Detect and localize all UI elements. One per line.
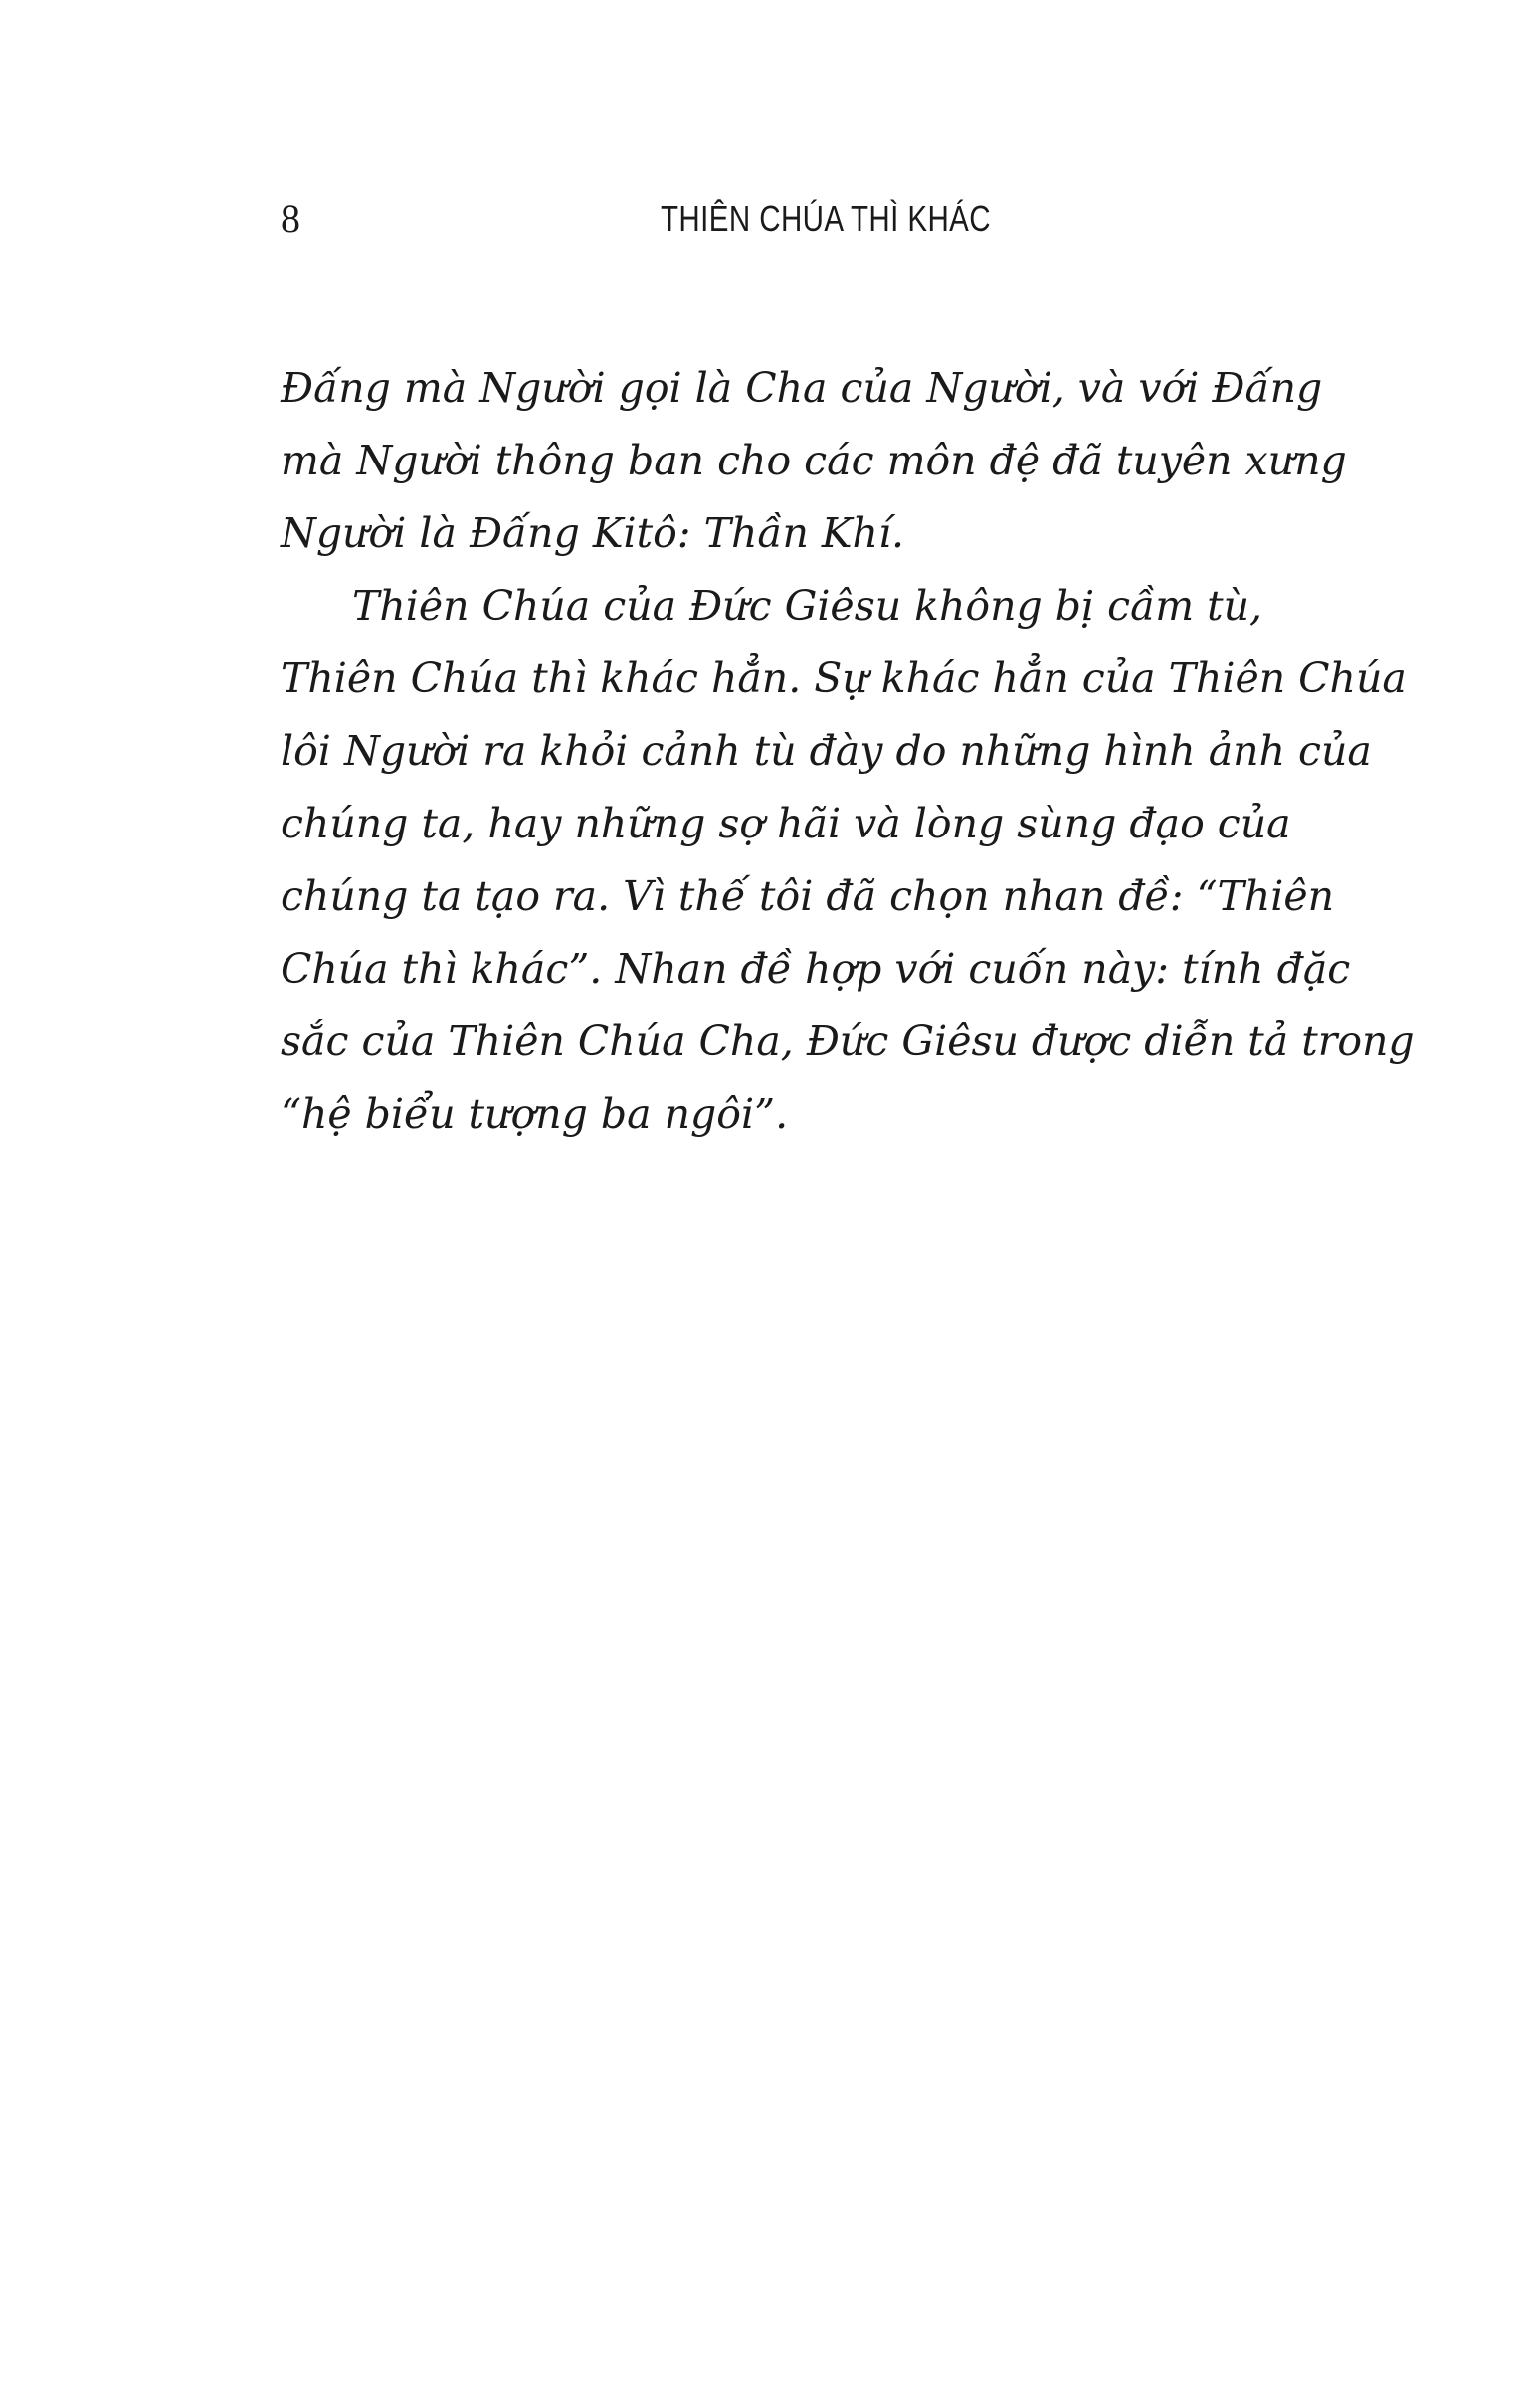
text-line: Chúa thì khác”. Nhan đề hợp với cuốn này: tính đặc [281,945,1351,993]
text-line: Người là Đấng Kitô: Thần Khí. [281,509,905,557]
text-line: Thiên Chúa của Đức Giêsu không bị cầm tù, [352,582,1263,630]
text-line: Thiên Chúa thì khác hẳn. Sự khác hẳn của Thiên Chúa [281,654,1407,702]
text-line: lôi Người ra khỏi cảnh tù đày do những hình ảnh của [281,727,1372,775]
text-line: sắc của Thiên Chúa Cha, Đức Giêsu được diễn tả trong [281,1018,1415,1065]
paragraph-1 [281,352,1347,570]
text-line: “hệ biểu tượng ba ngôi”. [281,1090,789,1138]
text-line: mà Người thông ban cho các môn đệ đã tuyên xưng [281,437,1347,484]
text-line: chúng ta tạo ra. Vì thế tôi đã chọn nhan đề: “Thiên [281,872,1335,920]
paragraph-2 [281,570,1415,1151]
body-text [281,352,1415,1151]
text-line: Đấng mà Người gọi là Cha của Người, và với Đấng [281,364,1323,412]
page-number: 8 [281,196,300,241]
running-header-title: THIÊN CHÚA THÌ KHÁC [660,198,991,239]
text-line: chúng ta, hay những sợ hãi và lòng sùng đạo của [281,800,1291,847]
